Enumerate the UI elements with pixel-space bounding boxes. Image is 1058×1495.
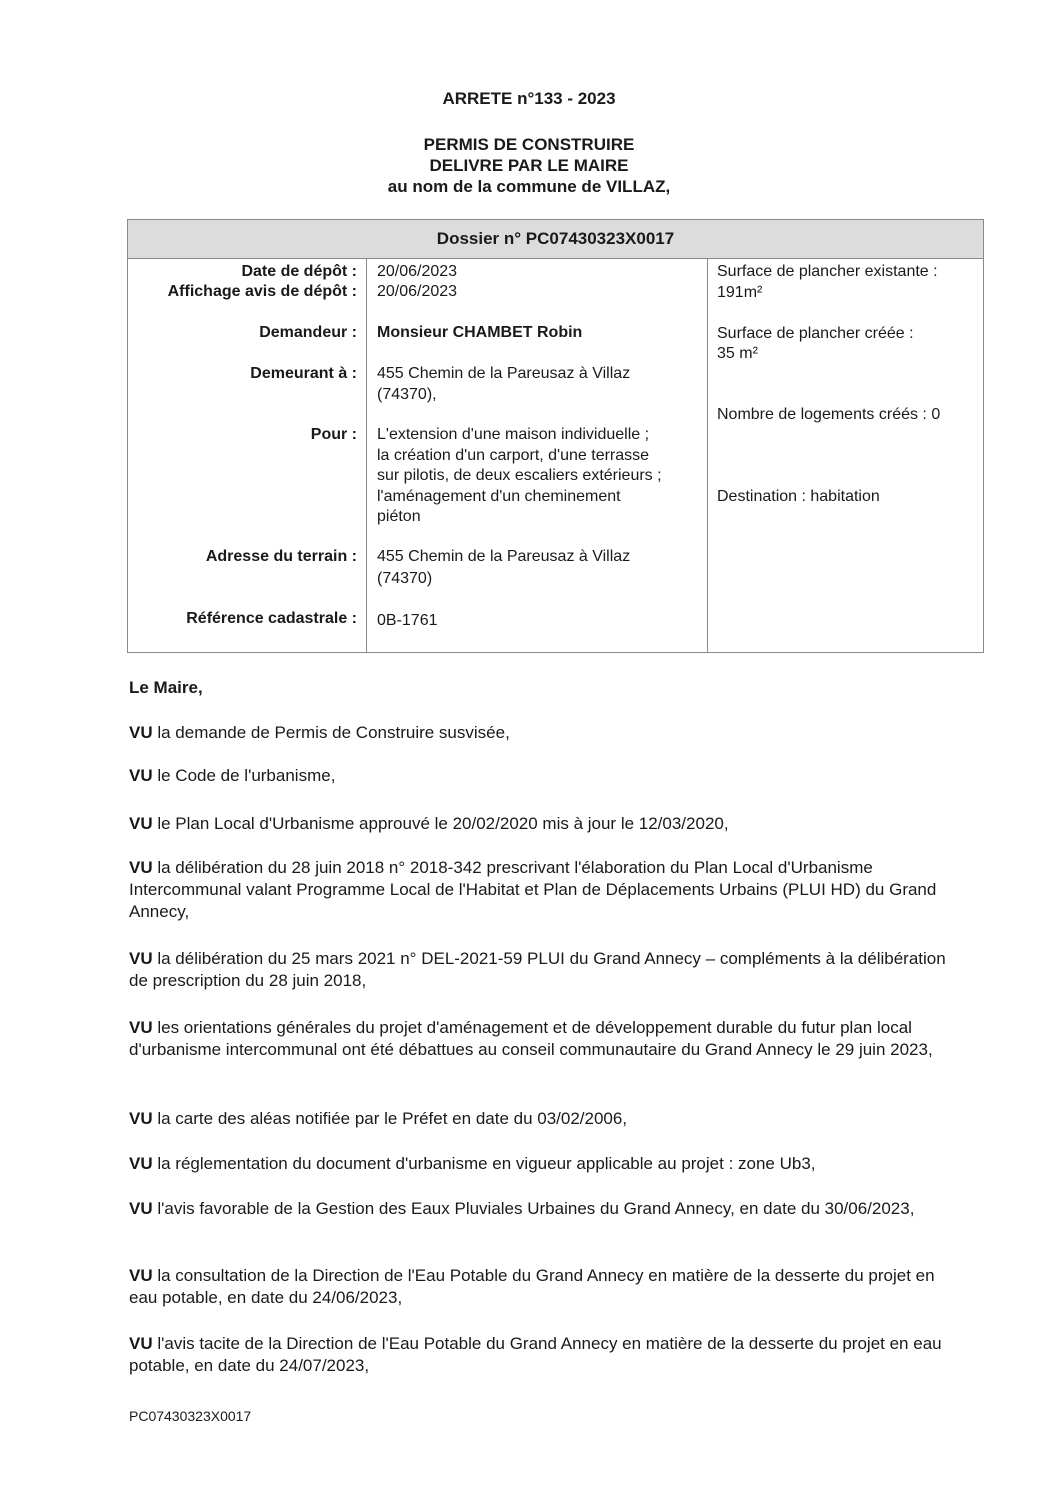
surface-creee-label: Surface de plancher créée : [717, 325, 914, 342]
vu-item [129, 857, 949, 923]
vu-prefix: VU [129, 1154, 153, 1173]
value-demeurant-line: 455 Chemin de la Pareusaz à Villaz [377, 365, 631, 382]
vu-text: les orientations générales du projet d'aménagement et de développement durable du futur plan local d'urbanisme intercommunal ont été débattues au conseil communautaire du Grand Annecy le 29 juin 2023, [129, 1018, 933, 1059]
value-date-depot: 20/06/2023 [377, 263, 458, 280]
vu-prefix: VU [129, 1018, 153, 1037]
vu-text: la délibération du 25 mars 2021 n° DEL-2021-59 PLUI du Grand Annecy – compléments à la délibération de prescription du 28 juin 2018, [129, 949, 946, 990]
subtitle-line: PERMIS DE CONSTRUIRE [423, 135, 635, 154]
surface-existante-label: Surface de plancher existante : [717, 263, 938, 280]
vu-item [129, 1108, 949, 1130]
value-reference: 0B-1761 [377, 612, 438, 629]
value-pour-line: la création d'un carport, d'une terrasse [377, 447, 650, 464]
vu-item [129, 1017, 949, 1061]
vu-prefix: VU [129, 1334, 153, 1353]
value-pour-line: l'aménagement d'un cheminement [377, 488, 621, 505]
maire-heading [129, 677, 949, 699]
value-pour-line: L'extension d'une maison individuelle ; [377, 426, 650, 443]
vu-text: l'avis tacite de la Direction de l'Eau Potable du Grand Annecy en matière de la desserte du projet en eau potable, en date du 24/07/2023, [129, 1334, 942, 1375]
vu-text: la réglementation du document d'urbanisme en vigueur applicable au projet : zone Ub3, [152, 1154, 816, 1173]
vu-item [129, 1333, 949, 1377]
vu-text: l'avis favorable de la Gestion des Eaux Pluviales Urbaines du Grand Annecy, en date du 30/06/2023, [152, 1199, 915, 1218]
label-reference: Référence cadastrale : [186, 610, 357, 627]
label-demeurant: Demeurant à : [250, 365, 357, 382]
vu-item [129, 1198, 949, 1220]
label-date-depot: Date de dépôt : [241, 263, 357, 280]
logements-crees: Nombre de logements créés : 0 [717, 406, 941, 423]
surface-creee-value: 35 m² [717, 345, 758, 362]
value-demeurant-line: (74370), [377, 386, 437, 403]
vu-text: la consultation de la Direction de l'Eau Potable du Grand Annecy en matière de la desserte du projet en eau potable, en date du 24/06/2023, [129, 1266, 935, 1307]
dossier-table [127, 219, 984, 653]
vu-item [129, 813, 949, 835]
dossier-header: Dossier n° PC07430323X0017 [128, 220, 983, 259]
vu-item [129, 948, 949, 992]
footer-reference: PC07430323X0017 [129, 1408, 252, 1424]
label-affichage: Affichage avis de dépôt : [167, 283, 357, 300]
vu-prefix: VU [129, 723, 153, 742]
column-divider [366, 258, 367, 652]
decree-subtitle [0, 134, 1058, 197]
vu-text: la délibération du 28 juin 2018 n° 2018-342 prescrivant l'élaboration du Plan Local d'Urbanisme Intercommunal valant Programme Local de l'Habitat et Plan de Déplacements Urbains (PLUI HD) du Grand Annecy, [129, 858, 937, 921]
vu-text: le Code de l'urbanisme, [152, 766, 336, 785]
maire-label: Le Maire, [129, 678, 203, 697]
column-divider [707, 258, 708, 652]
value-pour-line: piéton [377, 508, 421, 525]
destination: Destination : habitation [717, 488, 880, 505]
vu-text: la carte des aléas notifiée par le Préfet en date du 03/02/2006, [152, 1109, 628, 1128]
vu-prefix: VU [129, 858, 153, 877]
vu-prefix: VU [129, 1109, 153, 1128]
vu-item [129, 765, 949, 787]
vu-prefix: VU [129, 766, 153, 785]
label-demandeur: Demandeur : [259, 324, 357, 341]
surface-existante-value: 191m² [717, 284, 763, 301]
value-adresse-line: 455 Chemin de la Pareusaz à Villaz [377, 548, 631, 565]
subtitle-line: DELIVRE PAR LE MAIRE [429, 156, 629, 175]
value-adresse-line: (74370) [377, 570, 433, 587]
vu-prefix: VU [129, 814, 153, 833]
vu-text: la demande de Permis de Construire susvisée, [152, 723, 510, 742]
label-pour: Pour : [310, 426, 357, 443]
vu-item [129, 722, 949, 744]
value-affichage: 20/06/2023 [377, 283, 458, 300]
vu-prefix: VU [129, 949, 153, 968]
vu-item [129, 1153, 949, 1175]
vu-text: le Plan Local d'Urbanisme approuvé le 20/02/2020 mis à jour le 12/03/2020, [152, 814, 729, 833]
vu-prefix: VU [129, 1199, 153, 1218]
value-demandeur: Monsieur CHAMBET Robin [377, 324, 583, 341]
decree-title: ARRETE n°133 - 2023 [442, 89, 616, 108]
subtitle-line: au nom de la commune de VILLAZ, [387, 177, 671, 196]
value-pour-line: sur pilotis, de deux escaliers extérieurs ; [377, 467, 662, 484]
vu-item [129, 1265, 949, 1309]
vu-prefix: VU [129, 1266, 153, 1285]
label-adresse: Adresse du terrain : [205, 548, 357, 565]
